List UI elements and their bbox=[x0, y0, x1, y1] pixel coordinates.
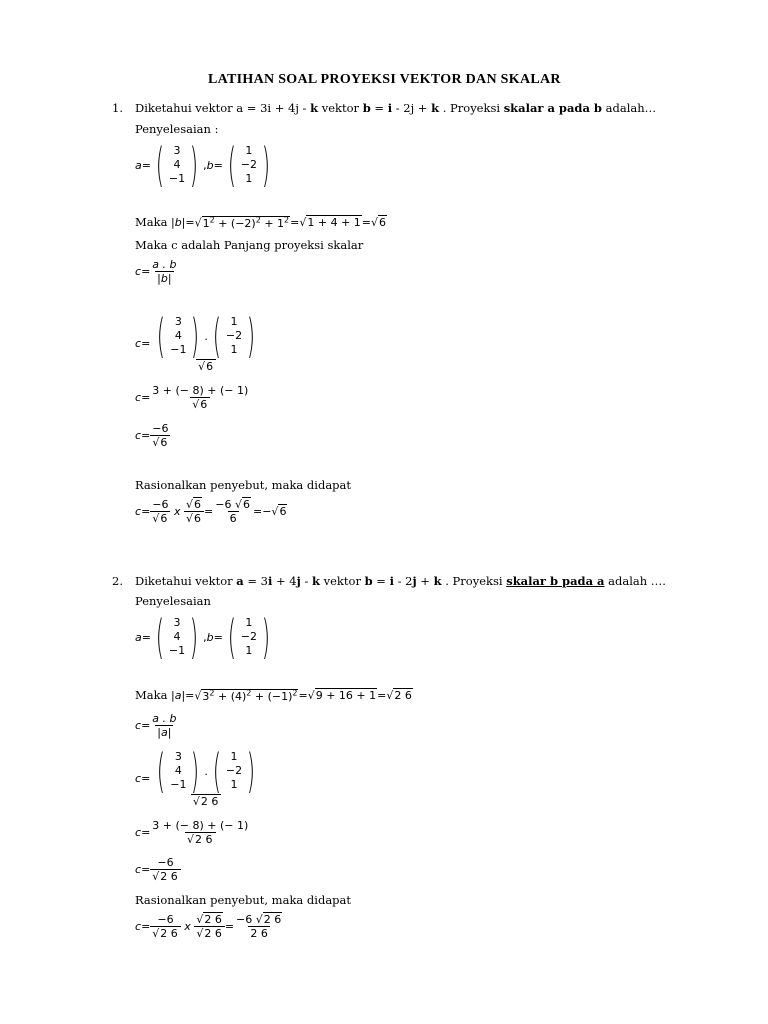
question-2-number: 2. bbox=[112, 574, 123, 588]
q1-penyelesaian-label: Penyelesaian : bbox=[135, 122, 219, 136]
q1-vectors: a = ( 3 4 −1 ) , b = ( 1 −2 1 ) bbox=[135, 138, 270, 192]
q1-magnitude-b: Maka |b|= $√1^2 + (-2)^2 + 1^2$ = √1 + 4 + 1 = √6 bbox=[135, 215, 387, 230]
q2-magnitude-a: Maka |a|= $√3^2 + (4)^2 + (-1)^2$ = √9 + 16 + 1 = √2 6 bbox=[135, 688, 412, 703]
q1-vector-a: 3 4 −1 bbox=[168, 144, 186, 185]
q2-vector-a: 3 4 −1 bbox=[168, 616, 186, 657]
q2-final: c = $\frac{-6}{√2 6}$ x $\frac{√2 6}{√2 6}$ = $\frac{-6 √2 6}{2 6}$ bbox=[135, 913, 282, 940]
q2-result-step: c = $\frac{-6}{√2 6}$ bbox=[135, 856, 181, 883]
question-1-number: 1. bbox=[112, 101, 123, 115]
page-title: LATIHAN SOAL PROYEKSI VEKTOR DAN SKALAR bbox=[208, 72, 561, 87]
q1-c-description: Maka c adalah Panjang proyeksi skalar bbox=[135, 238, 364, 252]
q1-final: c = $\frac{-6}{√6}$ x $\frac{√6}{√6}$ = $\frac{-6 √6}{6}$ =− √6 bbox=[135, 498, 287, 525]
q1-dot-product: c = ( 3 4 −1 ) . ( 1 −2 1 ) √6 bbox=[135, 309, 256, 373]
q2-vectors: a = ( 3 4 −1 ) , b = ( 1 −2 1 ) bbox=[135, 610, 270, 664]
q1-sum-step: c = $\frac{3 + (- 8) + (- 1)}{√6}$ bbox=[135, 384, 249, 411]
q2-dot-product: c = ( 3 4 −1 ) . ( 1 −2 1 ) √2 6 bbox=[135, 744, 256, 808]
q1-vector-b: 1 −2 1 bbox=[240, 144, 257, 185]
q2-sum-step: c = $\frac{3 + (- 8) + (- 1)}{√2 6}$ bbox=[135, 819, 249, 846]
q1-formula: c = $\frac{a . b}{|b|}$ bbox=[135, 258, 177, 285]
q1-result-step: c = $\frac{-6}{√6}$ bbox=[135, 422, 169, 449]
q1-rationalize-text: Rasionalkan penyebut, maka didapat bbox=[135, 478, 352, 492]
q2-formula: c = $\frac{a . b}{|a|}$ bbox=[135, 712, 177, 739]
q2-penyelesaian-label: Penyelesaian bbox=[135, 594, 211, 608]
q2-vector-b: 1 −2 1 bbox=[240, 616, 257, 657]
q2-rationalize-text: Rasionalkan penyebut, maka didapat bbox=[135, 893, 352, 907]
question-2-statement: Diketahui vektor a = 3i + 4j - k vektor b = i - 2j + k . Proyeksi skalar b pada a adalah …. bbox=[135, 574, 666, 588]
question-1-statement: Diketahui vektor a = 3i + 4j - k vektor b = i - 2j + k . Proyeksi skalar a pada b adalah… bbox=[135, 101, 657, 115]
